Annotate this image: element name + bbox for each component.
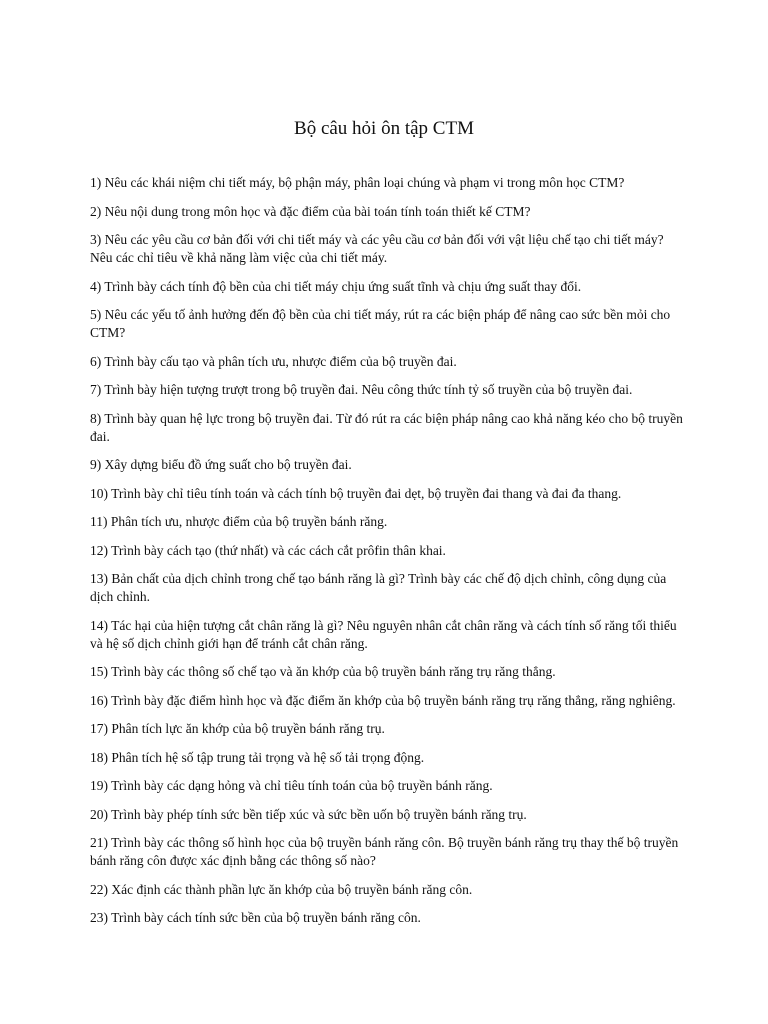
question-3: 3) Nêu các yêu cầu cơ bản đối với chi tiết máy và các yêu cầu cơ bản đối với vật liệu chế tạo chi tiết máy? Nêu các chỉ tiêu về khả năng làm việc của chi tiết máy. bbox=[90, 232, 664, 265]
question-5: 5) Nêu các yếu tố ảnh hưởng đến độ bền của chi tiết máy, rút ra các biện pháp để nâng cao sức bền mỏi cho CTM? bbox=[90, 307, 671, 340]
question-11: 11) Phân tích ưu, nhược điểm của bộ truyền bánh răng. bbox=[90, 514, 388, 529]
question-6: 6) Trình bày cấu tạo và phân tích ưu, nhược điểm của bộ truyền đai. bbox=[90, 353, 457, 369]
question-1: 1) Nêu các khái niệm chi tiết máy, bộ phận máy, phân loại chúng và phạm vi trong môn học CTM? bbox=[90, 175, 625, 190]
question-9: 9) Xây dựng biểu đồ ứng suất cho bộ truyền đai. bbox=[90, 457, 352, 472]
question-4: 4) Trình bày cách tính độ bền của chi tiết máy chịu ứng suất tĩnh và chịu ứng suất thay đổi. bbox=[90, 278, 582, 294]
question-15: 15) Trình bày các thông số chế tạo và ăn khớp của bộ truyền bánh răng trụ răng thẳng. bbox=[90, 664, 556, 679]
question-2: 2) Nêu nội dung trong môn học và đặc điểm của bài toán tính toán thiết kế CTM? bbox=[90, 203, 531, 219]
question-12: 12) Trình bày cách tạo (thứ nhất) và các cách cắt prôfin thân khai. bbox=[90, 542, 446, 558]
question-17: 17) Phân tích lực ăn khớp của bộ truyền bánh răng trụ. bbox=[90, 721, 385, 736]
question-8: 8) Trình bày quan hệ lực trong bộ truyền đai. Từ đó rút ra các biện pháp nâng cao khả năng kéo cho bộ truyền đai. bbox=[90, 410, 683, 444]
question-21: 21) Trình bày các thông số hình học của bộ truyền bánh răng côn. Bộ truyền bánh răng trụ thay thế bộ truyền bánh răng côn được xác định bằng các thông số nào? bbox=[90, 835, 679, 868]
question-23: 23) Trình bày cách tính sức bền của bộ truyền bánh răng côn. bbox=[90, 910, 421, 925]
question-18: 18) Phân tích hệ số tập trung tải trọng và hệ số tải trọng động. bbox=[90, 749, 425, 765]
question-14: 14) Tác hại của hiện tượng cắt chân răng là gì? Nêu nguyên nhân cắt chân răng và cách tính số răng tối thiểu và hệ số dịch chỉnh giới hạn để tránh cắt chân răng. bbox=[90, 617, 677, 651]
question-22: 22) Xác định các thành phần lực ăn khớp của bộ truyền bánh răng côn. bbox=[90, 881, 473, 897]
question-16: 16) Trình bày đặc điểm hình học và đặc điểm ăn khớp của bộ truyền bánh răng trụ răng thẳng, răng nghiêng. bbox=[90, 692, 676, 708]
question-20: 20) Trình bày phép tính sức bền tiếp xúc và sức bền uốn bộ truyền bánh răng trụ. bbox=[90, 806, 527, 822]
document-title: Bộ câu hỏi ôn tập CTM bbox=[294, 118, 474, 139]
question-list bbox=[90, 174, 684, 938]
question-13: 13) Bản chất của dịch chỉnh trong chế tạo bánh răng là gì? Trình bày các chế độ dịch chỉnh, công dụng của dịch chỉnh. bbox=[90, 571, 667, 604]
question-19: 19) Trình bày các dạng hỏng và chỉ tiêu tính toán của bộ truyền bánh răng. bbox=[90, 778, 493, 793]
question-7: 7) Trình bày hiện tượng trượt trong bộ truyền đai. Nêu công thức tính tỷ số truyền của bộ truyền đai. bbox=[90, 382, 633, 397]
question-10: 10) Trình bày chỉ tiêu tính toán và cách tính bộ truyền đai dẹt, bộ truyền đai thang và đai đa thang. bbox=[90, 485, 622, 501]
